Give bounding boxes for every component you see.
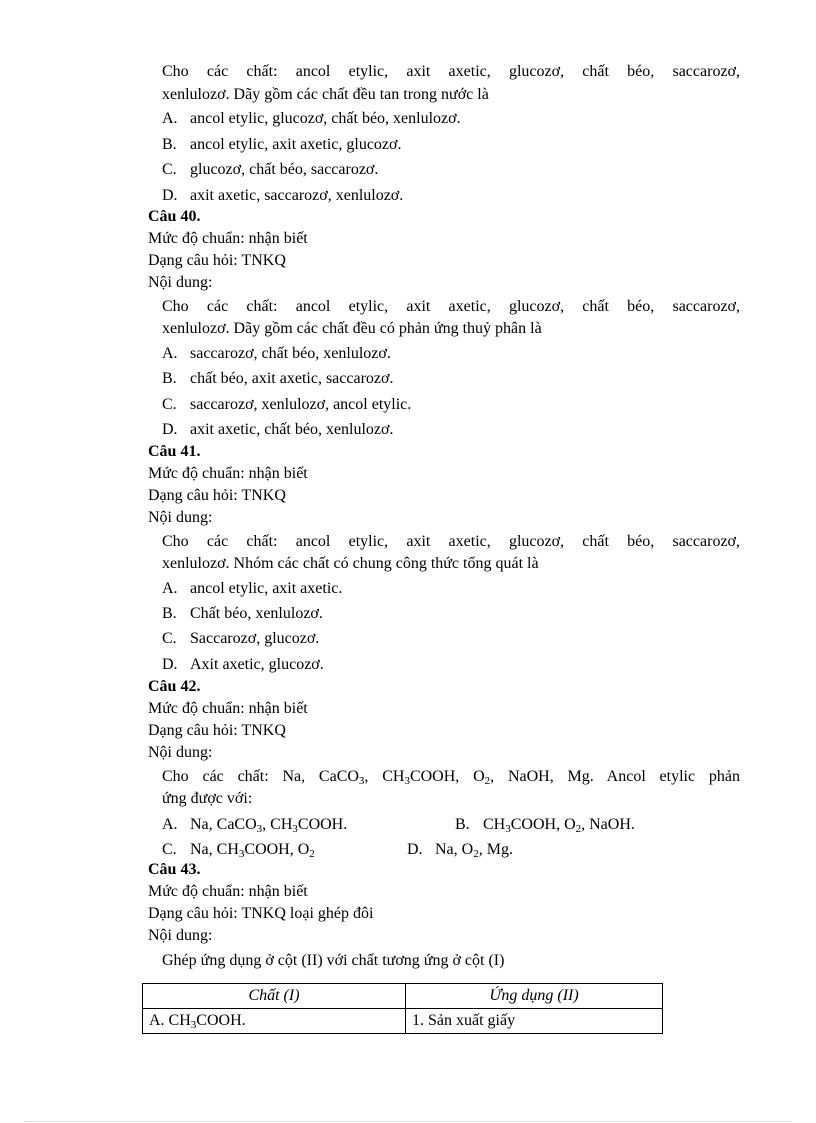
q42-option-d [407,839,513,861]
q41-option-b [162,603,323,625]
q41-option-c [162,628,319,650]
q41-content-label: Nội dung: [148,509,213,526]
option-text: Axit axetic, glucozơ. [190,656,324,673]
q39-option-c [162,159,378,181]
text-run: Na, O [435,841,474,858]
q42-content-label: Nội dung: [148,744,213,761]
option-label: B. [162,370,177,387]
option-label: A. [162,345,178,362]
option-label: A. [162,110,178,127]
text-run: COOH, O [510,816,576,833]
subscript: 3 [292,823,298,835]
q42-stem-line1 [162,766,740,788]
q39-stem-line2: xenlulozơ. Dãy gồm các chất đều tan trong nước là [162,86,489,103]
option-label: B. [162,136,177,153]
option-label: C. [162,630,177,647]
subscript: 3 [238,848,245,860]
option-text: ancol etylic, glucozơ, chất béo, xenlulozơ. [190,110,461,127]
text-run: Na, CH [190,841,239,858]
q41-option-a [162,578,342,600]
q43-type: Dạng câu hỏi: TNKQ loại ghép đôi [148,905,374,922]
subscript: 3 [256,823,263,835]
option-label: C. [162,161,177,178]
option-label: A. [162,580,178,597]
option-text: glucozơ, chất béo, saccarozơ. [190,161,379,178]
text-run: A. CH [149,1012,191,1029]
q43-level: Mức độ chuẩn: nhận biết [148,883,308,900]
q40-option-d [162,419,394,441]
option-text: ancol etylic, axit axetic, glucozơ. [190,136,402,153]
option-text: Saccarozơ, glucozơ. [190,630,320,647]
text-run: COOH, O [409,768,485,785]
q43-content-label: Nội dung: [148,927,213,944]
text-run: , NaOH, Mg. Ancol etylic phản [490,768,740,785]
column-header-ung-dung: Ứng dụng (II) [406,984,663,1009]
option-label: D. [407,841,423,858]
option-label: C. [162,396,177,413]
text-run: , CH [262,816,293,833]
q42-option-c [162,839,315,861]
q39-option-b [162,134,401,156]
text-run: CH [483,816,506,833]
q40-title: Câu 40. [148,208,201,225]
q42-type: Dạng câu hỏi: TNKQ [148,722,286,739]
subscript: 3 [190,1019,197,1031]
text-run: Na, CaCO [190,816,257,833]
q39-option-a [162,108,461,130]
matching-table [142,983,663,1034]
text-run: COOH. [297,816,348,833]
q40-level: Mức độ chuẩn: nhận biết [148,230,308,247]
subscript: 3 [505,823,511,835]
subscript: 2 [484,775,491,787]
q41-title: Câu 41. [148,443,201,460]
option-text: axit axetic, saccarozơ, xenlulozơ. [190,187,404,204]
page-bottom-rule [24,1121,792,1122]
option-label: B. [162,605,177,622]
table-header-row [143,984,663,1009]
q40-stem-line1: Cho các chất: ancol etylic, axit axetic, glucozơ, chất béo, saccarozơ, [162,298,740,315]
option-label: D. [162,187,178,204]
text-run: , NaOH. [581,816,635,833]
q42-stem-line2: ứng được với: [162,790,253,807]
subscript: 3 [358,775,365,787]
text-run: COOH. [196,1012,246,1029]
option-label: B. [455,816,470,833]
q41-stem-line2: xenlulozơ. Nhóm các chất có chung công thức tổng quát là [162,555,539,572]
subscript: 3 [404,775,410,787]
q41-level: Mức độ chuẩn: nhận biết [148,465,308,482]
q40-stem-line2: xenlulozơ. Dãy gồm các chất đều có phản ứng thuỷ phân là [162,320,542,337]
q42-level: Mức độ chuẩn: nhận biết [148,700,308,717]
q42-option-a [162,814,347,836]
option-label: A. [162,816,178,833]
option-label: C. [162,841,177,858]
option-text: saccarozơ, chất béo, xenlulozơ. [190,345,391,362]
option-text: chất béo, axit axetic, saccarozơ. [190,370,394,387]
q40-type: Dạng câu hỏi: TNKQ [148,252,286,269]
text-run: COOH, O [244,841,310,858]
subscript: 2 [575,823,582,835]
option-text: axit axetic, chất béo, xenlulozơ. [190,421,394,438]
table-cell-ung-dung: 1. Sản xuất giấy [406,1009,663,1034]
table-cell-chat [143,1009,406,1034]
q42-option-b [455,814,635,836]
option-text: saccarozơ, xenlulozơ, ancol etylic. [190,396,412,413]
q43-title: Câu 43. [148,861,201,878]
column-header-chat: Chất (I) [143,984,406,1009]
option-text: Chất béo, xenlulozơ. [190,605,323,622]
q42-title: Câu 42. [148,678,201,695]
q43-instruction: Ghép ứng dụng ở cột (II) với chất tương ứng ở cột (I) [162,952,505,969]
option-label: D. [162,421,178,438]
q39-option-d [162,185,403,207]
q41-stem-line1: Cho các chất: ancol etylic, axit axetic, glucozơ, chất béo, saccarozơ, [162,533,740,550]
option-label: D. [162,656,178,673]
subscript: 2 [473,848,479,860]
q39-stem-line1: Cho các chất: ancol etylic, axit axetic, glucozơ, chất béo, saccarozơ, [162,63,740,80]
q40-option-b [162,368,393,390]
text-run: Cho các chất: Na, CaCO [162,768,359,785]
q40-option-a [162,343,391,365]
text-run: , Mg. [478,841,513,858]
option-text: ancol etylic, axit axetic. [190,580,343,597]
q40-option-c [162,394,411,416]
text-run: , CH [364,768,405,785]
q41-option-d [162,654,324,676]
subscript: 2 [309,848,315,860]
q40-content-label: Nội dung: [148,274,213,291]
q41-type: Dạng câu hỏi: TNKQ [148,487,286,504]
table-row [143,1009,663,1034]
